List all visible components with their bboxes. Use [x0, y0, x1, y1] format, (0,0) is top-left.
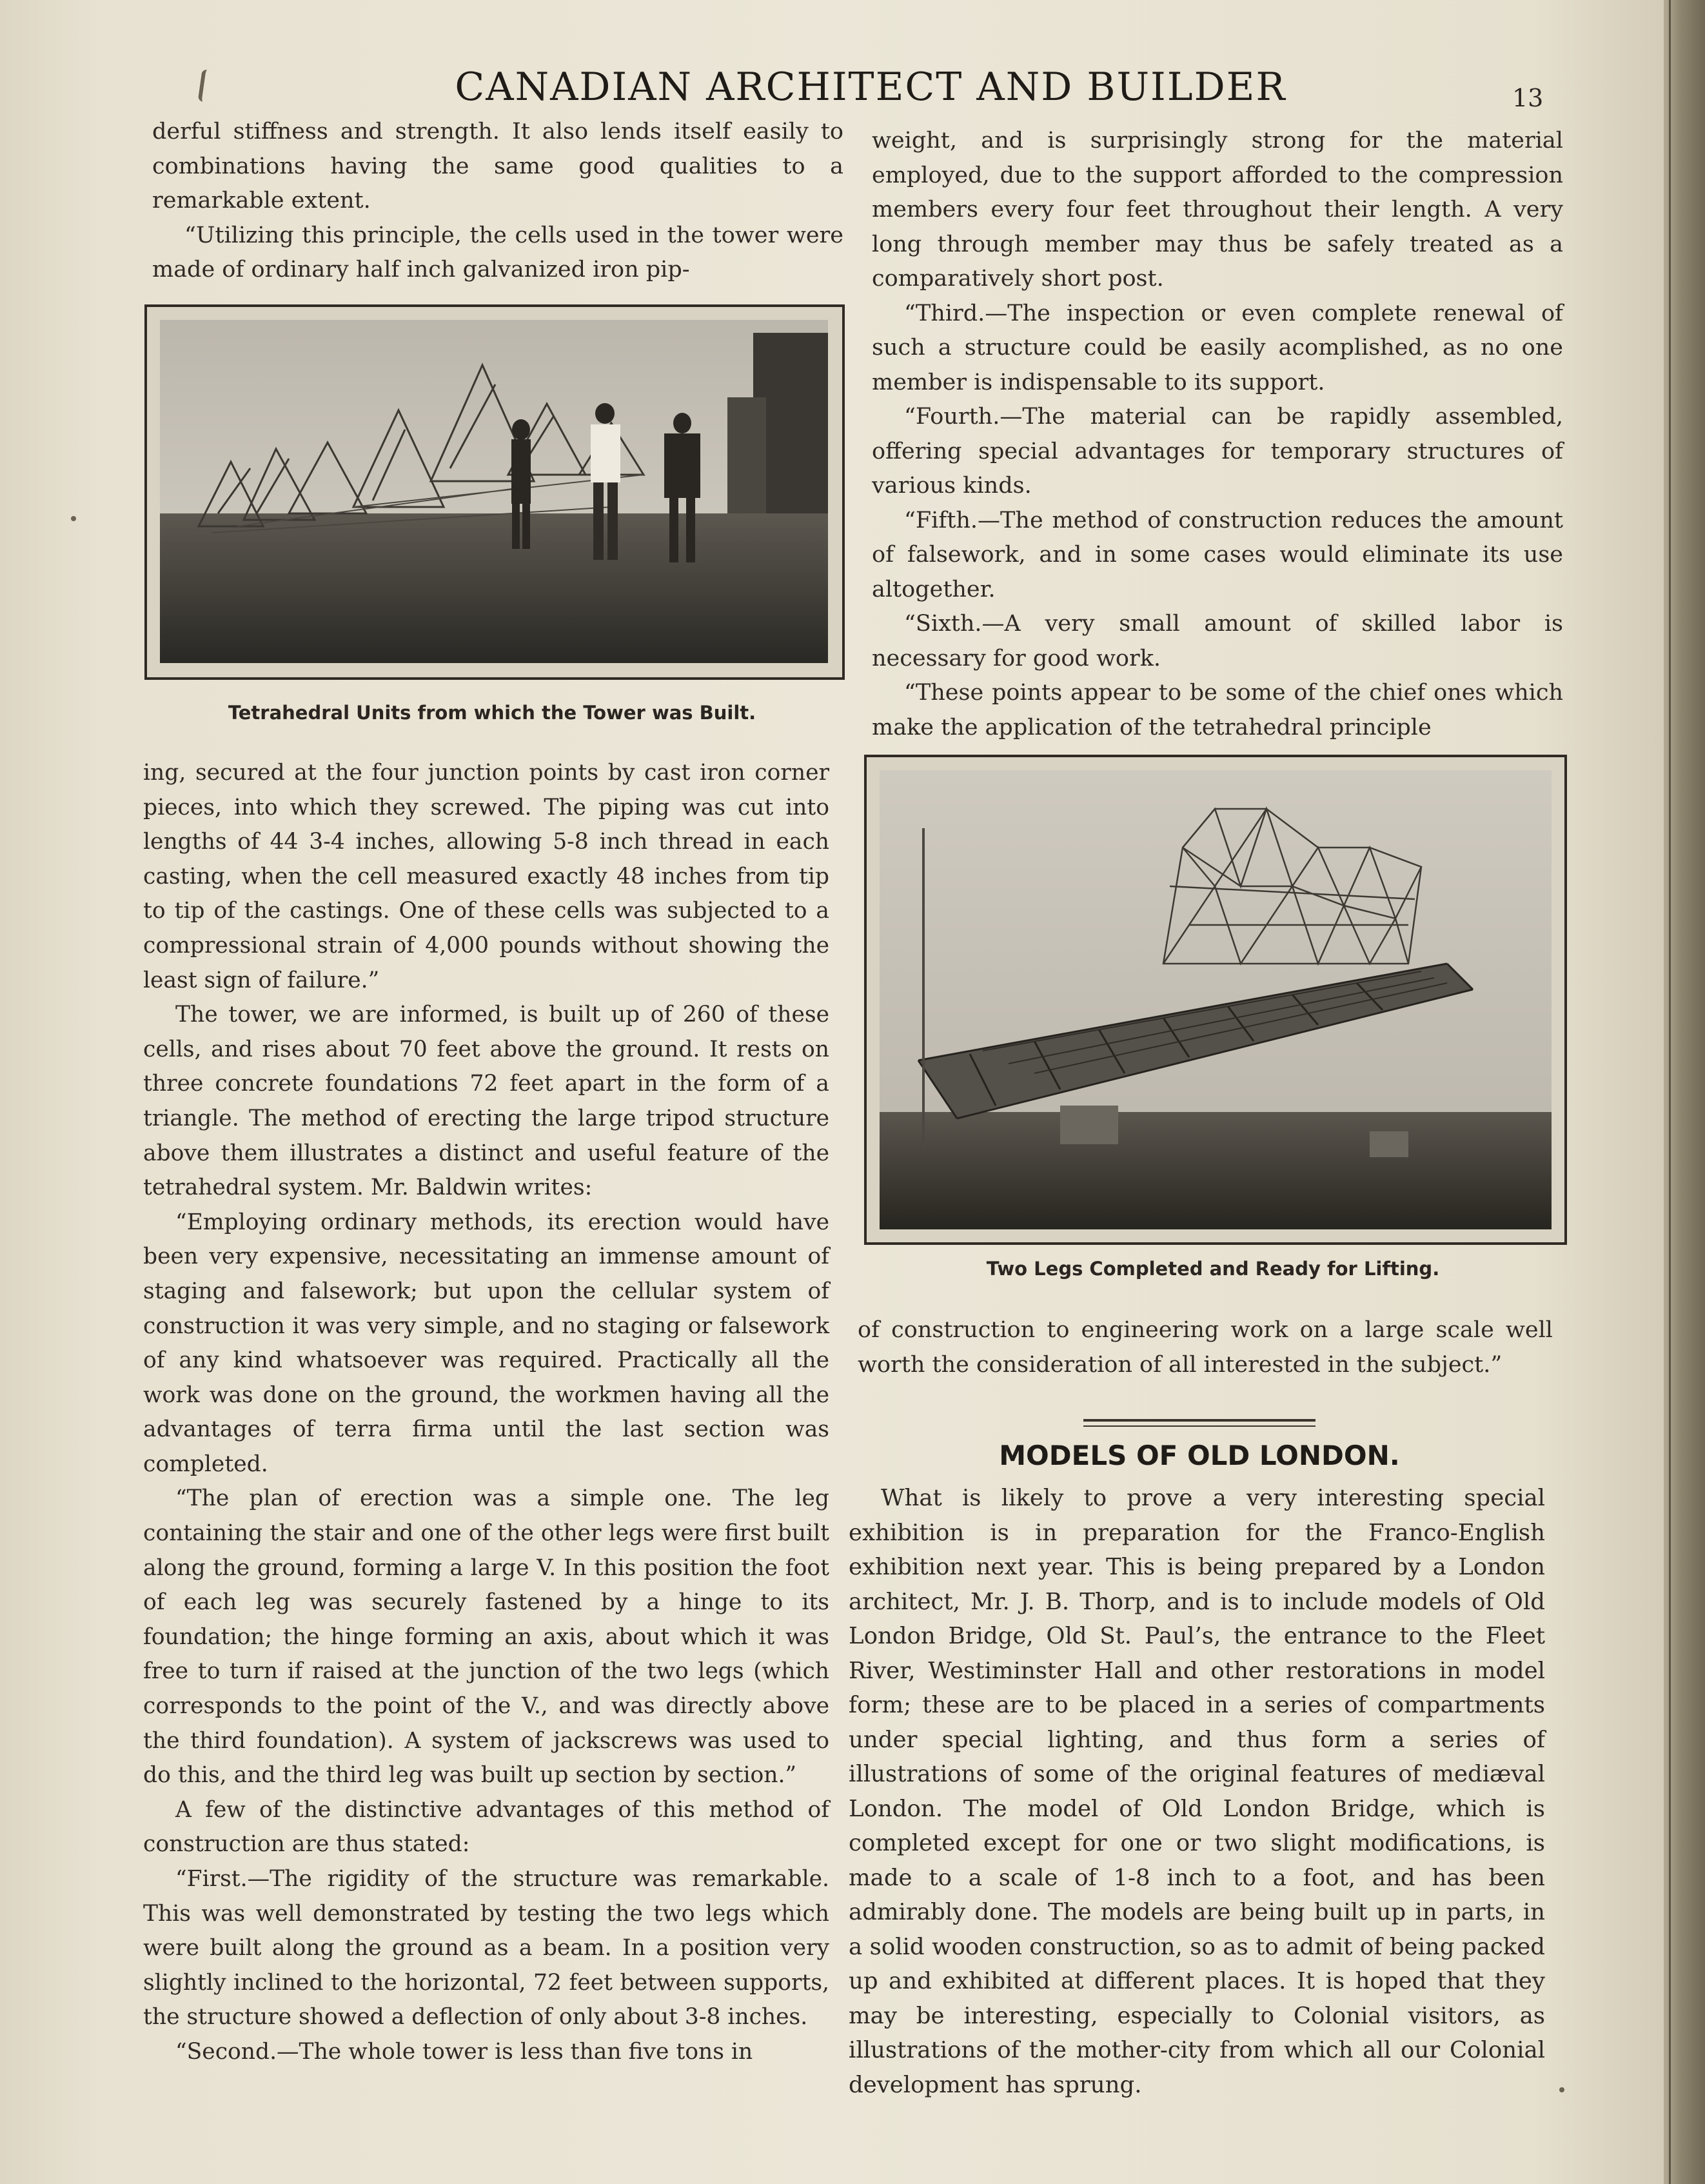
article-heading: MODELS OF OLD LONDON.	[999, 1440, 1400, 1471]
left-column-top	[152, 115, 843, 288]
paragraph: “Fourth.—The material can be rapidly assembled, offering special advantages for temporary structures of various kinds.	[872, 404, 1563, 499]
right-column-continuation	[858, 1313, 1553, 1382]
figure-caption-two-legs: Two Legs Completed and Ready for Lifting.	[986, 1258, 1440, 1280]
separator-rule	[1083, 1425, 1316, 1427]
paragraph: derful stiffness and strength. It also lends itself easily to combinations having the same good qualities to a remarkable extent.	[152, 119, 843, 213]
paragraph: “Employing ordinary methods, its erection would have been very expensive, necessitating an immense amount of staging and falsework; but upon the cellular system of construction it was very simple, and no staging or falsework of any kind whatsoever was required. Practically all the work was done on the ground, the workmen having all the advantages of terra firma until the last section was completed.	[143, 1209, 829, 1477]
paragraph: “Fifth.—The method of construction reduces the amount of falsework, and in some cases would eliminate its use altogether.	[872, 507, 1563, 602]
photo-tetrahedral-units	[160, 320, 828, 663]
paragraph: What is likely to prove a very interesting special exhibition is in preparation for the Franco-English exhibition next year. This is being prepared by a London architect, Mr. J. B. Thorp, and is to include models of Old London Bridge, Old St. Paul’s, the entrance to the Fleet River, Westiminster Hall and other restorations in model form; these are to be placed in a series of compartments under special lighting, and thus form a series of illustrations of some of the original features of mediæval London. The model of Old London Bridge, which is completed except for one or two slight modifications, is made to a scale of 1-8 inch to a foot, and has been admirably done. The models are being built up in parts, in a solid wooden construction, so as to admit of being packed up and exhibited at different places. It is hoped that they may be interesting, especially to Colonial visitors, as illustrations of the mother-city from which all our Colonial development has sprung.	[849, 1485, 1545, 2098]
paragraph: “These points appear to be some of the chief ones which make the application of the tetrahedral principle	[872, 680, 1563, 740]
figure-tetrahedral-units	[144, 304, 845, 680]
paragraph: of construction to engineering work on a large scale well worth the consideration of all interested in the subject.”	[858, 1317, 1553, 1378]
paragraph: “Third.—The inspection or even complete renewal of such a structure could be easily acomplished, as no one member is indispensable to its support.	[872, 300, 1563, 395]
paragraph: “First.—The rigidity of the structure was remarkable. This was well demonstrated by testing the two legs which were built along the ground as a beam. In a position very slightly inclined to the horizontal, 72 feet between supports, the structure showed a deflection of only about 3-8 inches.	[143, 1866, 829, 2030]
left-column-bottom	[143, 756, 829, 2070]
right-column-top	[872, 124, 1563, 745]
photo-two-legs	[880, 770, 1552, 1229]
paragraph: “Utilizing this principle, the cells used in the tower were made of ordinary half inch galvanized iron pip-	[152, 222, 843, 283]
paragraph: A few of the distinctive advantages of this method of construction are thus stated:	[143, 1796, 829, 1858]
running-head: CANADIAN ARCHITECT AND BUILDER	[455, 65, 1286, 110]
separator-rule	[1083, 1419, 1316, 1422]
tetrahedral-photo-image	[160, 320, 828, 663]
paragraph: The tower, we are informed, is built up of 260 of these cells, and rises about 70 feet above the ground. It rests on three concrete foundations 72 feet apart in the form of a triangle. The method of erecting the large tripod structure above them illustrates a distinct and useful feature of the tetrahedral system. Mr. Baldwin writes:	[143, 1002, 829, 1201]
specks	[1559, 2087, 1564, 2092]
paragraph: “Second.—The whole tower is less than five tons in	[175, 2038, 753, 2065]
page-number: 13	[1512, 84, 1544, 112]
paragraph: “Sixth.—A very small amount of skilled labor is necessary for good work.	[872, 611, 1563, 671]
figure-caption-tetrahedral: Tetrahedral Units from which the Tower was Built.	[228, 702, 756, 724]
binding-line	[1669, 0, 1671, 2184]
paragraph: “The plan of erection was a simple one. The leg containing the stair and one of the other legs were first built along the ground, forming a large V. In this position the foot of each leg was securely fastened by a hinge to its foundation; the hinge forming an axis, about which it was free to turn if raised at the junction of the two legs (which corresponds to the point of the V., and was directly above the third foundation). A system of jackscrews was used to do this, and the third leg was built up section by section.”	[143, 1485, 829, 1789]
paragraph: ing, secured at the four junction points by cast iron corner pieces, into which they screwed. The piping was cut into lengths of 44 3-4 inches, allowing 5-8 inch thread in each casting, when the cell measured exactly 48 inches from tip to tip of the castings. One of these cells was subjected to a compressional strain of 4,000 pounds without showing the least sign of failure.”	[143, 760, 829, 993]
figure-two-legs	[864, 755, 1567, 1245]
article-body	[849, 1481, 1545, 2102]
two-legs-photo-image	[880, 770, 1552, 1229]
paragraph: weight, and is surprisingly strong for the material employed, due to the support afforded to the compression members every four feet throughout their length. A very long through member may thus be safely treated as a comparatively short post.	[872, 128, 1563, 292]
specks	[71, 516, 76, 521]
